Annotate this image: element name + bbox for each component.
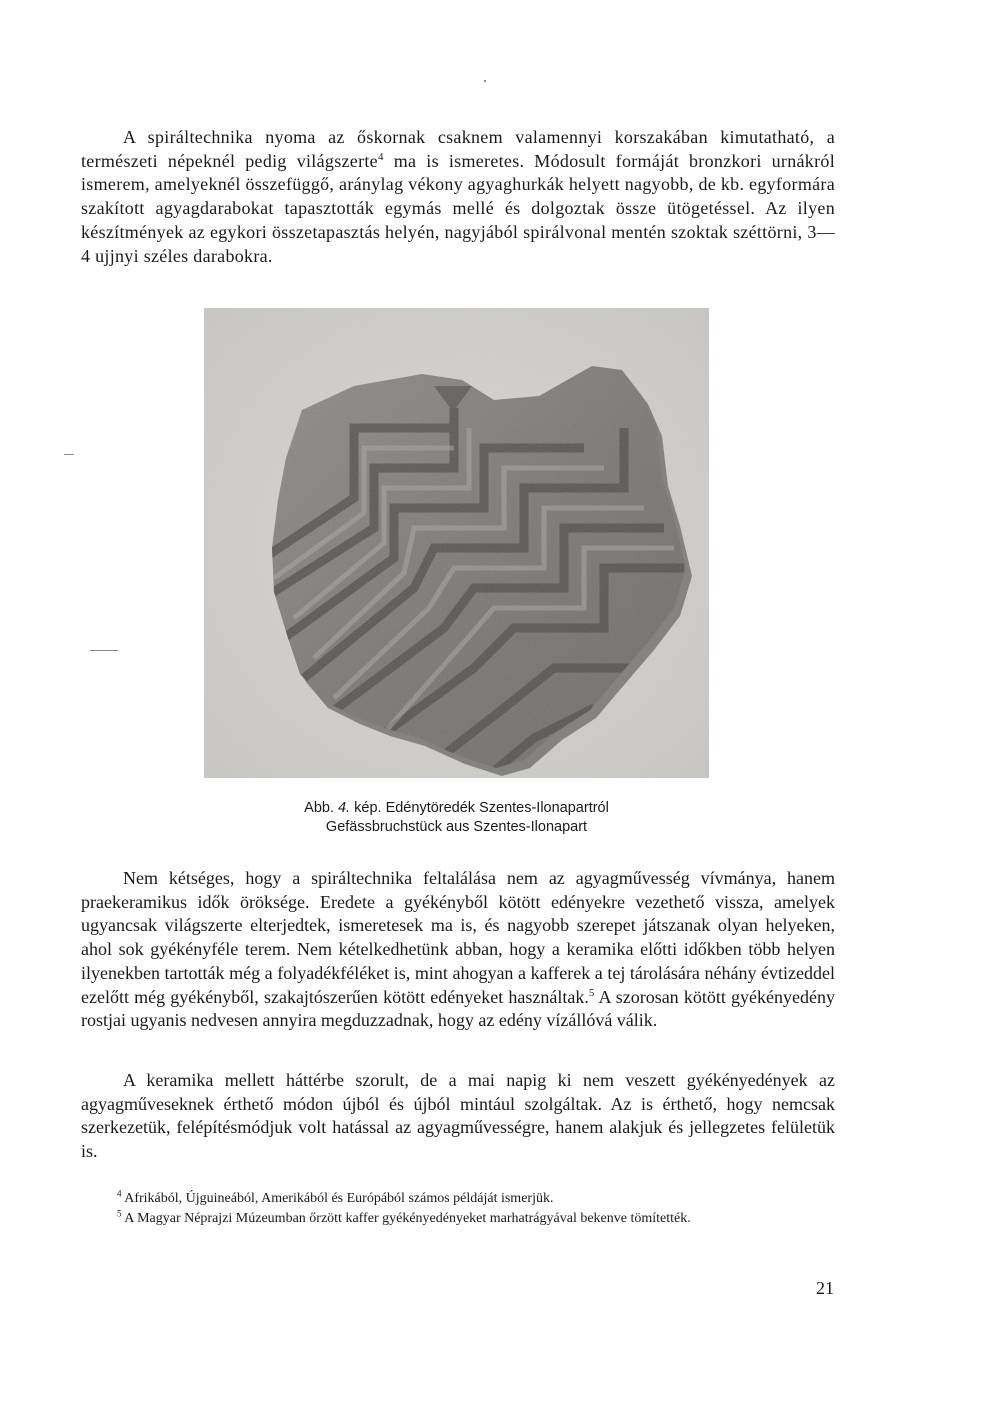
footnote-4	[81, 1190, 835, 1208]
figure-photo	[204, 308, 709, 778]
paper-speck	[484, 80, 486, 82]
figure-caption-line-2: Gefässbruchstück aus Szentes-Ilonapart	[325, 819, 588, 835]
caption-prefix: Abb.	[304, 800, 339, 816]
caption-hungarian: kép. Edénytöredék Szentes-Ilonapartról	[350, 800, 609, 816]
footnote-text: Afrikából, Újguineából, Amerikából és Európából számos példáját ismerjük.	[124, 1191, 554, 1206]
paragraph-2-text-cont: A szorosan kötött gyékényedény rostjai ugyanis nedvesen annyira megduzzadnak, hogy az edény vízállóvá válik.	[81, 986, 835, 1031]
paragraph-1	[81, 126, 835, 268]
paragraph-3-text: A keramika mellett háttérbe szorult, de a mai napig ki nem veszett gyékényedények az agyagműveseknek érthető módon újból és újból mintául szolgáltak. Az is érthető, hogy nemcsak szerkezetük, felépítésmódjuk volt hatással az agyagművességre, hanem alakjuk és jellegzetes felületük is.	[81, 1070, 835, 1162]
footnote-text: A Magyar Néprajzi Múzeumban őrzött kaffer gyékényedényeket marhatrágyával bekenve tömítették.	[124, 1211, 691, 1226]
footnote-ref-5: 5	[588, 986, 595, 999]
paragraph-1-text: A spiráltechnika nyoma az őskornak csaknem valamennyi korszakában kimutatható, a természeti népeknél pedig világszerte	[81, 127, 835, 171]
paper-speck	[90, 650, 118, 651]
figure-caption-line-1	[204, 799, 709, 817]
paragraph-1-text-cont: ma is ismeretes. Módosult formáját bronzkori urnákról ismerem, amelyeknél összefüggő, aránylag vékony agyaghurkák helyett nagyobb, de kb. egyformára szakított agyagdarabokat tapasztották egymás mellé és dolgoztak össze ütögetéssel. Az ilyen készítmények az egykori összetapasztás helyén, nagyjából spirálvonal mentén szoktak széttörni, 3—4 ujjnyi széles darabokra.	[81, 150, 836, 266]
paragraph-2-text: Nem kétséges, hogy a spiráltechnika feltalálása nem az agyagművesség vívmánya, hanem praekeramikus idők öröksége. Eredete a gyékényből kötött edényekre vezethető vissza, amelyek ugyancsak világszerte elterjedtek, ismeretesek ma is, és nagyobb szerepet játszanak olyan helyeken, ahol sok gyékényféle terem. Nem kételkedhetünk abban, hogy a keramika előtti időkben több helyen ilyenekben tartották még a folyadékféléket is, mint ahogyan a kafferek a tej tárolására néhány évtizeddel ezelőtt még gyékényből, szakajtószerűen kötött edényeket használtak.	[81, 868, 835, 1007]
page-number: 21	[816, 1278, 834, 1298]
footnote-ref-4: 4	[377, 150, 384, 163]
paragraph-3	[81, 1069, 835, 1164]
pottery-fragment-photo-icon	[204, 308, 709, 778]
paragraph-2	[81, 867, 835, 1033]
footnote-mark: 4	[117, 1188, 122, 1199]
paper-speck	[64, 454, 74, 455]
caption-figure-number: 4.	[338, 800, 351, 816]
footnote-5	[81, 1210, 835, 1228]
footnote-mark: 5	[117, 1208, 122, 1219]
